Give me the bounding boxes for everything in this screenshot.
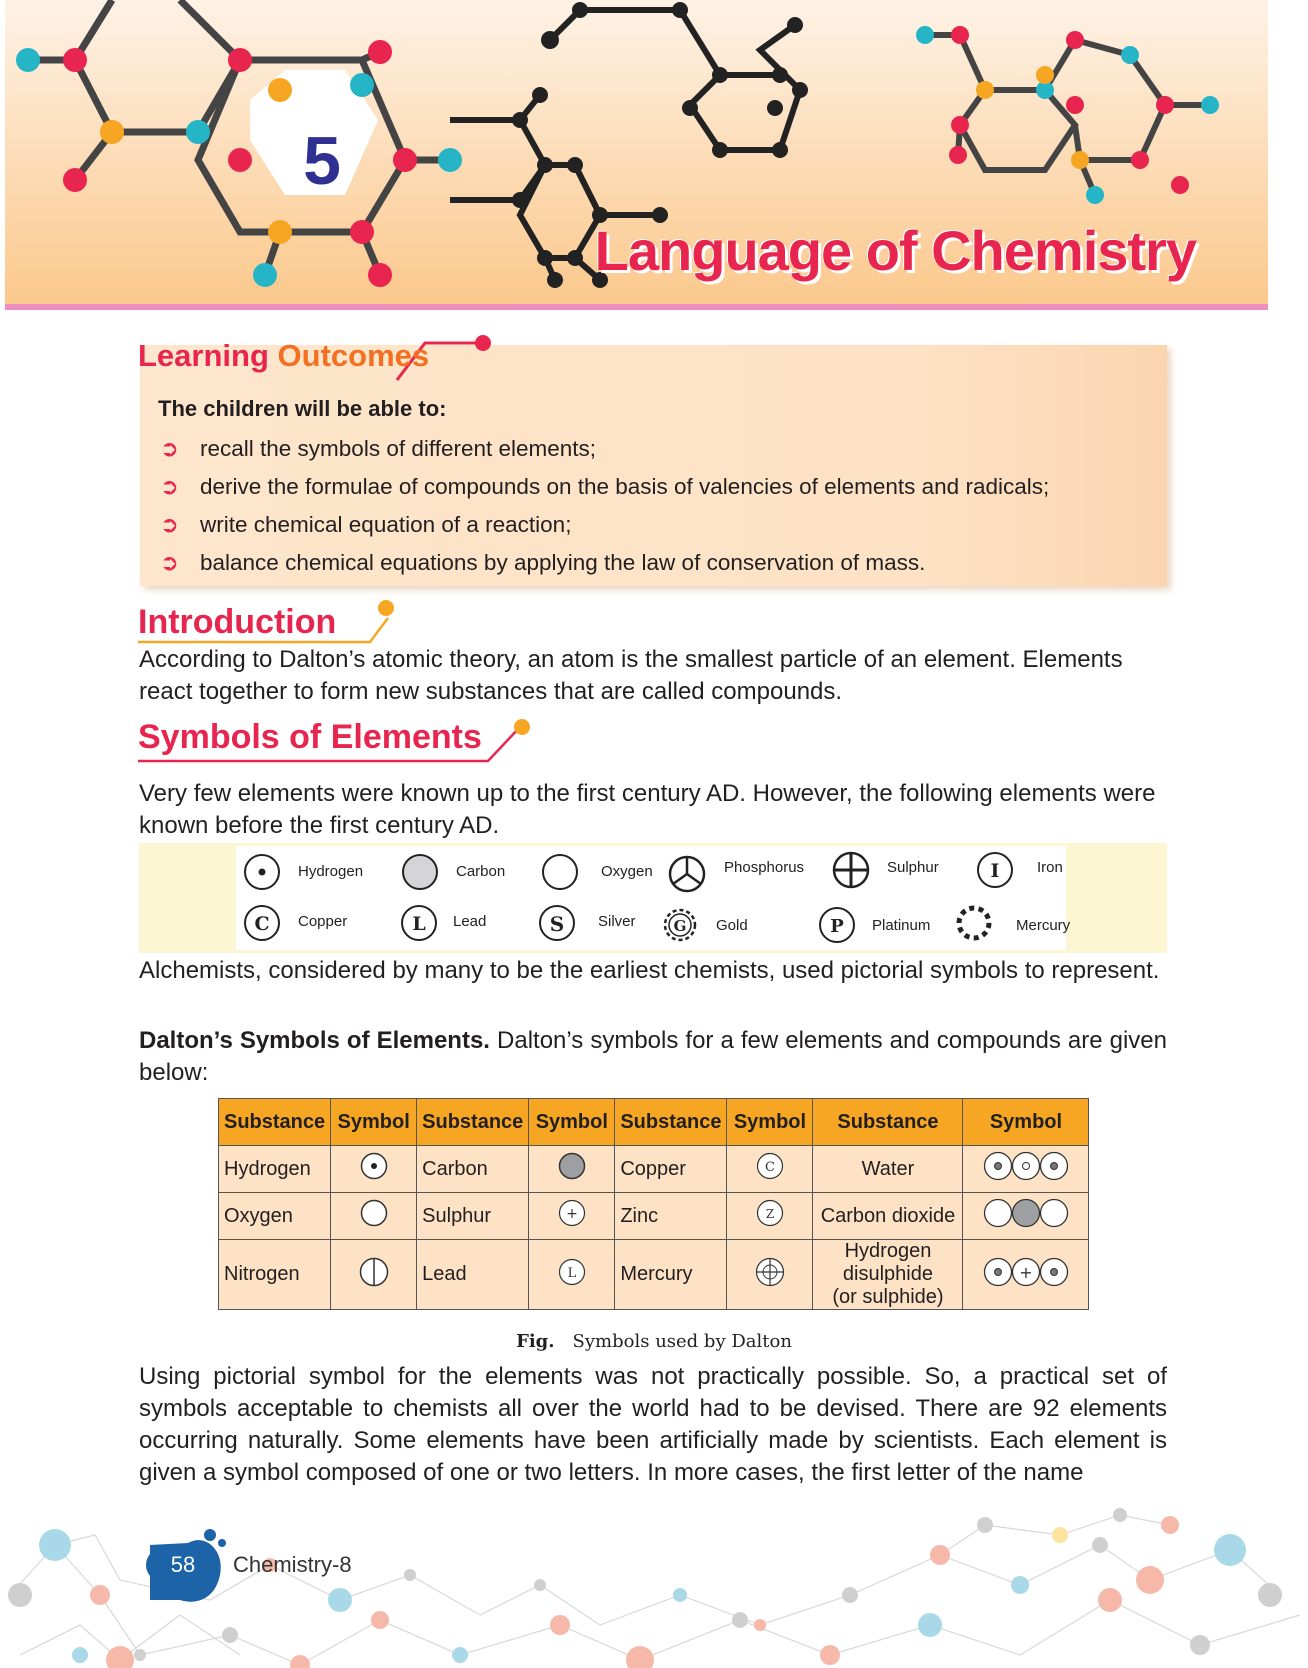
alchemist-label: Carbon	[456, 863, 506, 880]
spiked-circle-icon	[661, 906, 699, 944]
dalton-intro-rest: Dalton’s symbols for a few elements and compounds are given below:	[139, 1027, 1167, 1086]
symbols-heading: Symbols of Elements	[138, 718, 482, 756]
alchemist-symbols-panel	[236, 846, 1066, 950]
dalton-symbols-table	[218, 1098, 1089, 1310]
table-row	[219, 1193, 1089, 1240]
lead-symbol-icon	[558, 1258, 586, 1286]
alchemist-label: Lead	[453, 913, 487, 930]
symbol-cell	[529, 1240, 615, 1310]
symbol-letter: Z	[765, 1207, 775, 1221]
alchemist-label: Gold	[716, 917, 748, 934]
alchemist-label: Oxygen	[601, 863, 653, 880]
substance-cell: Oxygen	[219, 1193, 331, 1240]
letter-circle-icon	[818, 906, 856, 944]
column-header: Substance	[219, 1099, 331, 1146]
carbon-dioxide-symbol-icon	[981, 1197, 1071, 1229]
symbol-cell	[331, 1146, 417, 1193]
outcome-item	[160, 436, 596, 462]
heading-word-1: Learning	[138, 338, 269, 373]
outcome-item	[160, 550, 925, 576]
substance-cell: Mercury	[615, 1240, 727, 1310]
alchemist-label: Mercury	[1016, 917, 1071, 934]
symbol-letter: P	[830, 916, 844, 937]
symbol-cell	[331, 1193, 417, 1240]
arrow-bullet-icon: ➲	[160, 550, 179, 575]
copper-symbol-icon	[756, 1152, 784, 1180]
symbol-cell	[331, 1240, 417, 1310]
symbol-letter: S	[549, 912, 565, 936]
substance-cell: Nitrogen	[219, 1240, 331, 1310]
closing-paragraph: Using pictorial symbol for the elements was not practically possible. So, a practical set of symbols acceptable to chemists all over the world had to be devised. There are 92 elements occurring naturally. Some elements have been artificially made by scientists. Each element is given a symbol composed of one or two letters. In more cases, the first letter of the name	[139, 1363, 1167, 1486]
outcome-item	[160, 474, 1049, 500]
arrow-bullet-icon: ➲	[160, 474, 179, 499]
symbol-cell	[727, 1240, 813, 1310]
heading-underline-icon	[138, 715, 538, 765]
symbol-letter: L	[412, 913, 426, 935]
dot-circle-icon	[243, 853, 281, 891]
alchemist-label: Hydrogen	[298, 863, 364, 880]
substance-cell: Copper	[615, 1146, 727, 1193]
mercury-symbol-icon	[755, 1257, 785, 1287]
substance-cell: Zinc	[615, 1193, 727, 1240]
heading-word-2: Outcomes	[277, 338, 430, 373]
chapter-number: 5	[303, 123, 341, 199]
outcome-text: derive the formulae of compounds on the basis of valencies of elements and radicals;	[200, 474, 1050, 499]
page-number: 58	[146, 1548, 220, 1582]
alchemists-text: Alchemists, considered by many to be the earliest chemists, used pictorial symbols to represent.	[139, 957, 1160, 984]
column-header: Symbol	[529, 1099, 615, 1146]
substance-cell: Water	[813, 1146, 963, 1193]
outcome-text: recall the symbols of different elements;	[200, 436, 597, 461]
arrow-bullet-icon: ➲	[160, 512, 179, 537]
symbol-cell	[727, 1193, 813, 1240]
alchemist-label: Phosphorus	[724, 859, 805, 876]
symbol-letter: I	[990, 860, 1000, 882]
substance-line: (or sulphide)	[832, 1286, 944, 1308]
substance-cell: Lead	[417, 1240, 529, 1310]
symbol-letter: G	[673, 917, 687, 935]
cross-circle-icon	[832, 851, 870, 889]
learning-outcomes-lead: The children will be able to:	[158, 396, 447, 421]
symbol-cell	[727, 1146, 813, 1193]
outcome-text: write chemical equation of a reaction;	[200, 512, 572, 537]
alchemist-label: Iron	[1037, 859, 1063, 876]
table-row	[219, 1146, 1089, 1193]
letter-circle-icon	[243, 904, 281, 942]
substance-cell: Sulphur	[417, 1193, 529, 1240]
substance-cell: Carbon dioxide	[813, 1193, 963, 1240]
introduction-heading: Introduction	[138, 603, 337, 641]
heading-underline-icon	[138, 598, 408, 646]
footer-molecule-pattern	[0, 1505, 1308, 1668]
carbon-symbol-icon	[558, 1152, 586, 1180]
column-header: Substance	[417, 1099, 529, 1146]
nitrogen-symbol-icon	[359, 1257, 389, 1287]
learning-outcomes-heading	[138, 338, 429, 374]
zinc-symbol-icon	[756, 1199, 784, 1227]
dotted-ring-icon	[955, 904, 993, 942]
symbol-cell	[963, 1240, 1089, 1310]
arrow-bullet-icon: ➲	[160, 436, 179, 461]
figure-label: Fig.	[516, 1331, 555, 1352]
substance-cell: Carbon	[417, 1146, 529, 1193]
figure-caption	[0, 1331, 1308, 1352]
alchemist-label: Platinum	[872, 917, 931, 934]
water-symbol-icon	[981, 1150, 1071, 1182]
dalton-intro	[139, 1025, 1167, 1089]
sulphur-symbol-icon	[558, 1199, 586, 1227]
oxygen-symbol-icon	[360, 1199, 388, 1227]
substance-cell: Hydrogen	[219, 1146, 331, 1193]
table-row	[219, 1240, 1089, 1310]
substance-cell	[813, 1240, 963, 1310]
table-header-row	[219, 1099, 1089, 1146]
alchemist-label: Copper	[298, 913, 348, 930]
column-header: Symbol	[963, 1099, 1089, 1146]
outcome-item	[160, 512, 571, 538]
column-header: Substance	[813, 1099, 963, 1146]
dalton-intro-bold: Dalton’s Symbols of Elements.	[139, 1027, 490, 1054]
symbols-text: Very few elements were known up to the first century AD. However, the following elements were known before the first century AD.	[139, 780, 1156, 839]
letter-circle-icon	[400, 904, 438, 942]
symbol-letter: C	[254, 913, 270, 935]
hydrogen-symbol-icon	[360, 1152, 388, 1180]
column-header: Symbol	[331, 1099, 417, 1146]
book-title: Chemistry-8	[233, 1552, 352, 1577]
substance-line: disulphide	[842, 1263, 933, 1285]
chapter-title: Language of Chemistry	[594, 219, 1196, 282]
symbol-letter: C	[764, 1160, 775, 1175]
letter-circle-icon	[538, 904, 576, 942]
column-header: Symbol	[727, 1099, 813, 1146]
hydrogen-sulphide-symbol-icon	[981, 1256, 1071, 1288]
empty-circle-icon	[541, 853, 579, 891]
symbol-cell	[529, 1193, 615, 1240]
alchemist-label: Sulphur	[887, 859, 939, 876]
symbol-cell	[963, 1146, 1089, 1193]
symbol-cell	[963, 1193, 1089, 1240]
introduction-text: According to Dalton’s atomic theory, an atom is the smallest particle of an element. Elements react together to form new substances that are called compounds.	[139, 646, 1123, 705]
filled-circle-icon	[401, 853, 439, 891]
outcome-text: balance chemical equations by applying the law of conservation of mass.	[200, 550, 926, 575]
column-header: Substance	[615, 1099, 727, 1146]
letter-circle-icon	[976, 851, 1014, 889]
alchemist-label: Silver	[598, 913, 636, 930]
symbol-letter: L	[567, 1265, 577, 1281]
symbol-plus: +	[565, 1206, 578, 1222]
y-circle-icon	[668, 855, 706, 893]
symbol-cell	[529, 1146, 615, 1193]
substance-line: Hydrogen	[844, 1240, 932, 1262]
symbol-plus: +	[1019, 1262, 1033, 1282]
figure-text: Symbols used by Dalton	[572, 1331, 792, 1352]
